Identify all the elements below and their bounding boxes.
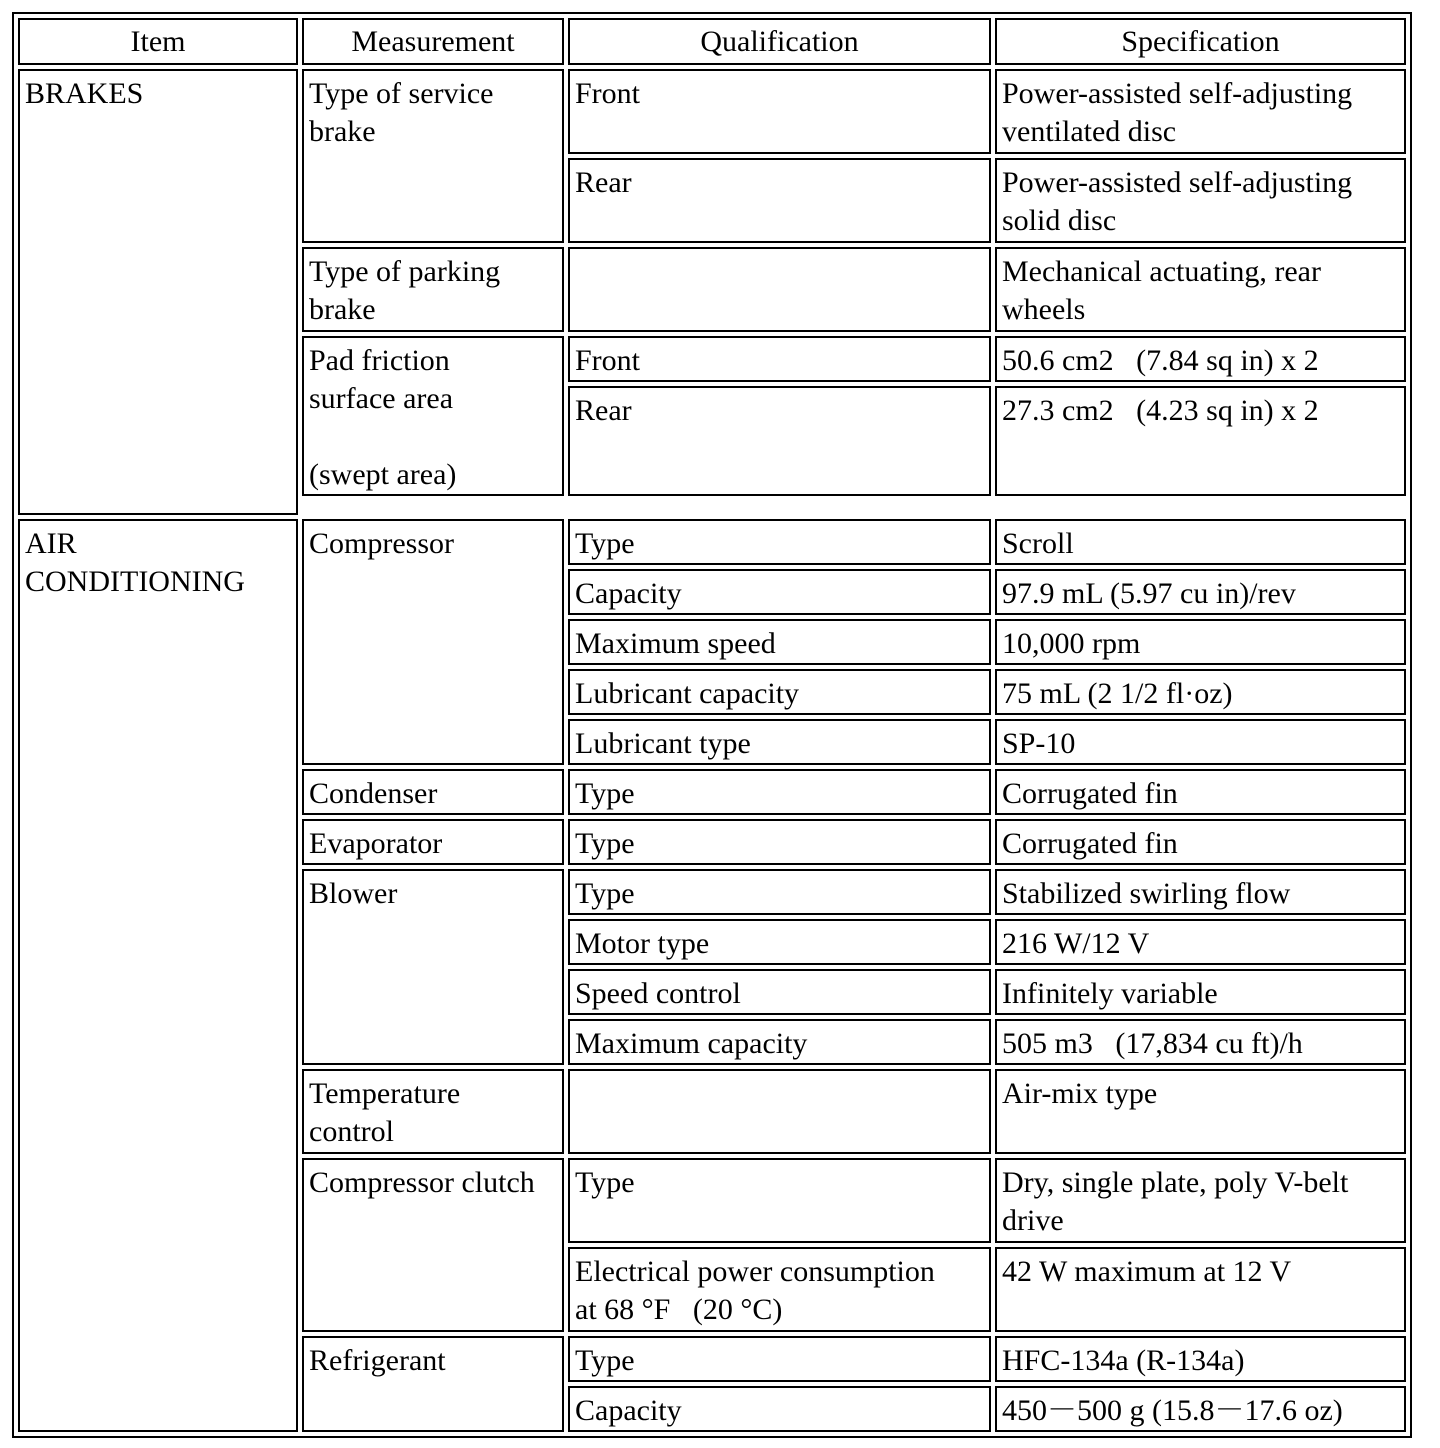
measurement-compressor-clutch: Compressor clutch (302, 1158, 564, 1332)
table-row (18, 519, 1406, 565)
specification-cell: 97.9 mL (5.97 cu in)/rev (995, 569, 1406, 615)
measurement-evaporator: Evaporator (302, 819, 564, 865)
item-air-label: AIR (25, 527, 77, 560)
specification-table (14, 14, 1410, 1436)
specification-cell: 42 W maximum at 12 V (995, 1247, 1406, 1332)
qualification-cell: Maximum speed (568, 619, 991, 665)
header-specification: Specification (995, 18, 1406, 65)
specification-cell: 75 mL (2 1/2 fl·oz) (995, 669, 1406, 715)
header-qualification: Qualification (568, 18, 991, 65)
header-measurement: Measurement (302, 18, 564, 65)
specification-cell: 27.3 cm2 (4.23 sq in) x 2 (995, 386, 1406, 496)
qual-line: at 68 °F (20 °C) (575, 1293, 783, 1326)
item-conditioning-label: CONDITIONING (25, 565, 245, 598)
control-label: control (309, 1115, 394, 1148)
specification-cell: Air-mix type (995, 1069, 1406, 1154)
qualification-cell (568, 1247, 991, 1332)
header-item: Item (18, 18, 298, 65)
qualification-cell: Type (568, 819, 991, 865)
measurement-refrigerant: Refrigerant (302, 1336, 564, 1432)
qualification-cell: Maximum capacity (568, 1019, 991, 1065)
swept-area-label: (swept area) (309, 458, 457, 491)
specification-cell (995, 69, 1406, 154)
specification-cell: Corrugated fin (995, 769, 1406, 815)
item-air-conditioning (18, 519, 298, 1432)
measurement-blower: Blower (302, 869, 564, 1065)
item-brakes: BRAKES (18, 69, 298, 515)
measurement-compressor: Compressor (302, 519, 564, 765)
qualification-cell: Capacity (568, 569, 991, 615)
measurement-condenser: Condenser (302, 769, 564, 815)
specification-cell (995, 158, 1406, 243)
qualification-cell: Rear (568, 158, 991, 243)
specification-cell: Mechanical actuating, rear wheels (995, 247, 1406, 332)
table-row (18, 69, 1406, 154)
measurement-parking-brake: Type of parking brake (302, 247, 564, 332)
qualification-cell: Capacity (568, 1386, 991, 1432)
specification-cell: Corrugated fin (995, 819, 1406, 865)
spec-line: ventilated disc (1002, 115, 1177, 148)
specification-cell: HFC-134a (R-134a) (995, 1336, 1406, 1382)
qualification-cell: Lubricant type (568, 719, 991, 765)
specification-cell: Infinitely variable (995, 969, 1406, 1015)
spec-line: Power-assisted self-adjusting (1002, 77, 1353, 110)
qualification-cell (568, 1069, 991, 1154)
qualification-cell: Front (568, 336, 991, 382)
specification-cell: 505 m3 (17,834 cu ft)/h (995, 1019, 1406, 1065)
qualification-cell: Type (568, 1158, 991, 1243)
qualification-cell: Type (568, 869, 991, 915)
specification-cell: SP-10 (995, 719, 1406, 765)
spec-table-frame (12, 12, 1412, 1438)
specification-cell: Stabilized swirling flow (995, 869, 1406, 915)
table-header-row (18, 18, 1406, 65)
specification-cell: 10,000 rpm (995, 619, 1406, 665)
specification-cell: 50.6 cm2 (7.84 sq in) x 2 (995, 336, 1406, 382)
qualification-cell: Lubricant capacity (568, 669, 991, 715)
spec-line: solid disc (1002, 204, 1117, 237)
specification-cell: 450－500 g (15.8－17.6 oz) (995, 1386, 1406, 1432)
temperature-label: Temperature (309, 1077, 461, 1110)
spec-line: Power-assisted self-adjusting (1002, 166, 1353, 199)
measurement-pad-friction (302, 336, 564, 496)
qualification-cell (568, 247, 991, 332)
qualification-cell: Speed control (568, 969, 991, 1015)
specification-cell: Scroll (995, 519, 1406, 565)
qualification-cell: Rear (568, 386, 991, 496)
measurement-temperature-control (302, 1069, 564, 1154)
qualification-cell: Type (568, 519, 991, 565)
measurement-service-brake: Type of service brake (302, 69, 564, 243)
specification-cell: 216 W/12 V (995, 919, 1406, 965)
pad-friction-label: Pad friction surface area (309, 344, 454, 415)
qual-line: Electrical power consumption (575, 1255, 935, 1288)
qualification-cell: Motor type (568, 919, 991, 965)
qualification-cell: Front (568, 69, 991, 154)
qualification-cell: Type (568, 1336, 991, 1382)
specification-cell: Dry, single plate, poly V-belt drive (995, 1158, 1406, 1243)
qualification-cell: Type (568, 769, 991, 815)
